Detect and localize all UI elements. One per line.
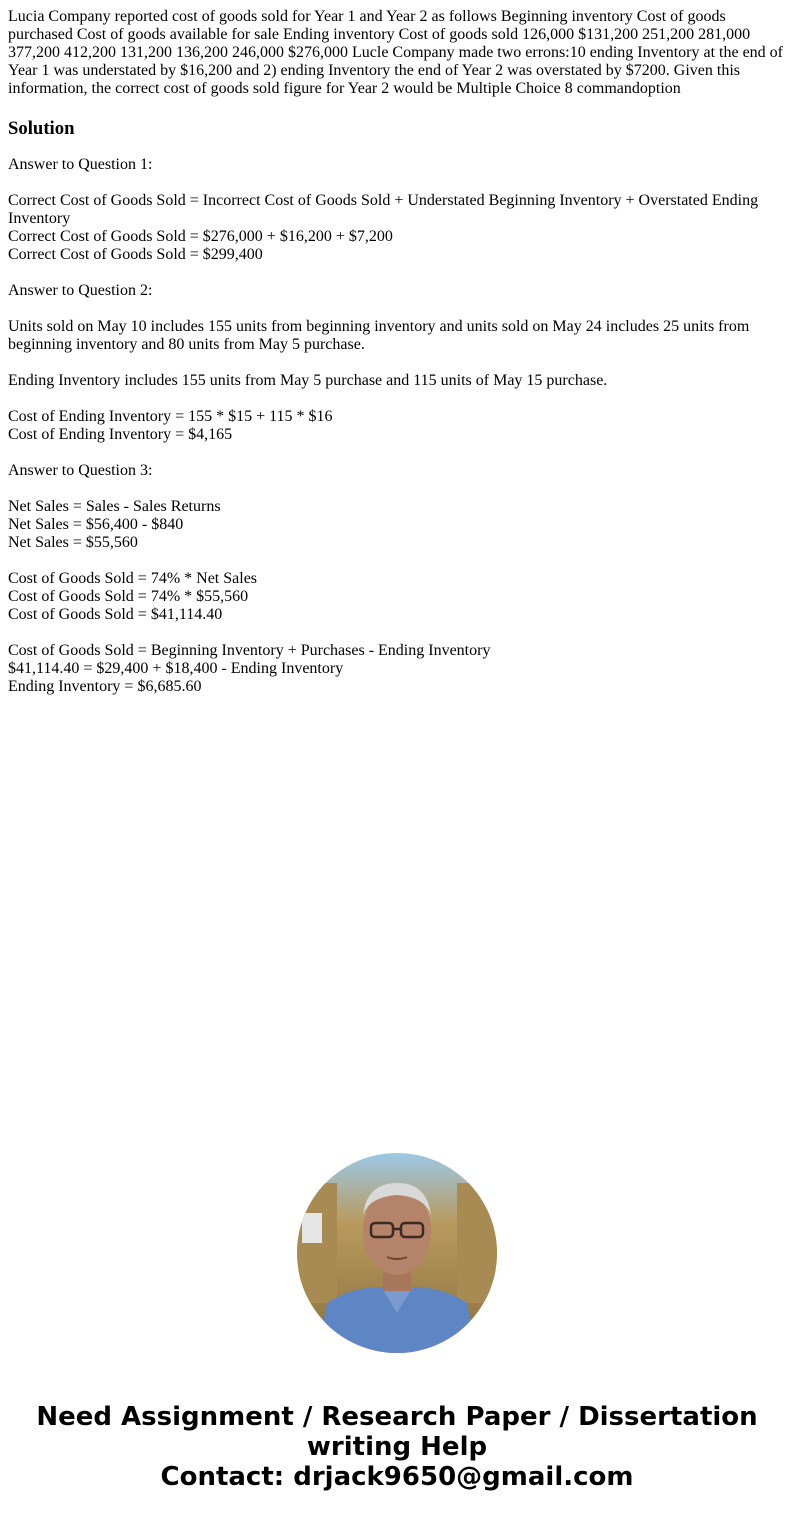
answer-3-cogs	[8, 570, 786, 624]
answer-3-line: Ending Inventory = $6,685.60	[8, 678, 202, 695]
answer-1-heading: Answer to Question 1:	[8, 156, 153, 173]
answer-3-line: Cost of Goods Sold = 74% * Net Sales	[8, 570, 258, 587]
contact-banner	[0, 1402, 794, 1492]
answer-1-line: Correct Cost of Goods Sold = Incorrect Cost of Goods Sold + Understated Beginning Inventory + Overstated Ending Inventory	[8, 192, 759, 227]
answer-3-line: Net Sales = Sales - Sales Returns	[8, 498, 221, 515]
answer-2-line: Cost of Ending Inventory = 155 * $15 + 115 * $16	[8, 408, 333, 425]
contact-banner-line: writing Help	[306, 1432, 488, 1462]
question-text: Lucia Company reported cost of goods sold for Year 1 and Year 2 as follows Beginning inventory Cost of goods purchased Cost of goods available for sale Ending inventory Cost of goods sold 126,000 $131,200 251,200 281,000 377,200 412,200 131,200 136,200 246,000 $276,000 Lucle Company made two errons:10 ending Inventory at the end of Year 1 was understated by $16,200 and 2) ending Inventory the end of Year 2 was overstated by $7200. Given this information, the correct cost of goods sold figure for Year 2 would be Multiple Choice 8 commandoption	[8, 8, 783, 97]
answer-3-heading: Answer to Question 3:	[8, 462, 153, 479]
answer-1-line: Correct Cost of Goods Sold = $276,000 + $16,200 + $7,200	[8, 228, 393, 245]
contact-email: Contact: drjack9650@gmail.com	[160, 1462, 634, 1492]
document-body	[8, 8, 786, 696]
answer-3-line: Cost of Goods Sold = Beginning Inventory + Purchases - Ending Inventory	[8, 642, 491, 659]
answer-3-line: Net Sales = $55,560	[8, 534, 138, 551]
answer-2-paragraph: Ending Inventory includes 155 units from May 5 purchase and 115 units of May 15 purchase.	[8, 372, 608, 389]
answer-1-line: Correct Cost of Goods Sold = $299,400	[8, 246, 263, 263]
answer-1-body	[8, 192, 786, 264]
answer-3-line: Cost of Goods Sold = $41,114.40	[8, 606, 223, 623]
solution-heading: Solution	[8, 118, 75, 139]
answer-3-ending-inventory	[8, 642, 786, 696]
contact-banner-line: Need Assignment / Research Paper / Dissertation	[36, 1402, 758, 1432]
answer-3-line: Cost of Goods Sold = 74% * $55,560	[8, 588, 249, 605]
author-photo	[297, 1153, 497, 1353]
answer-2-calculation	[8, 408, 786, 444]
answer-2-line: Cost of Ending Inventory = $4,165	[8, 426, 233, 443]
answer-3-line: Net Sales = $56,400 - $840	[8, 516, 184, 533]
answer-2-heading: Answer to Question 2:	[8, 282, 153, 299]
author-avatar	[297, 1153, 497, 1353]
answer-2-paragraph: Units sold on May 10 includes 155 units from beginning inventory and units sold on May 24 includes 25 units from beginning inventory and 80 units from May 5 purchase.	[8, 318, 750, 353]
answer-3-line: $41,114.40 = $29,400 + $18,400 - Ending Inventory	[8, 660, 344, 677]
answer-3-net-sales	[8, 498, 786, 552]
